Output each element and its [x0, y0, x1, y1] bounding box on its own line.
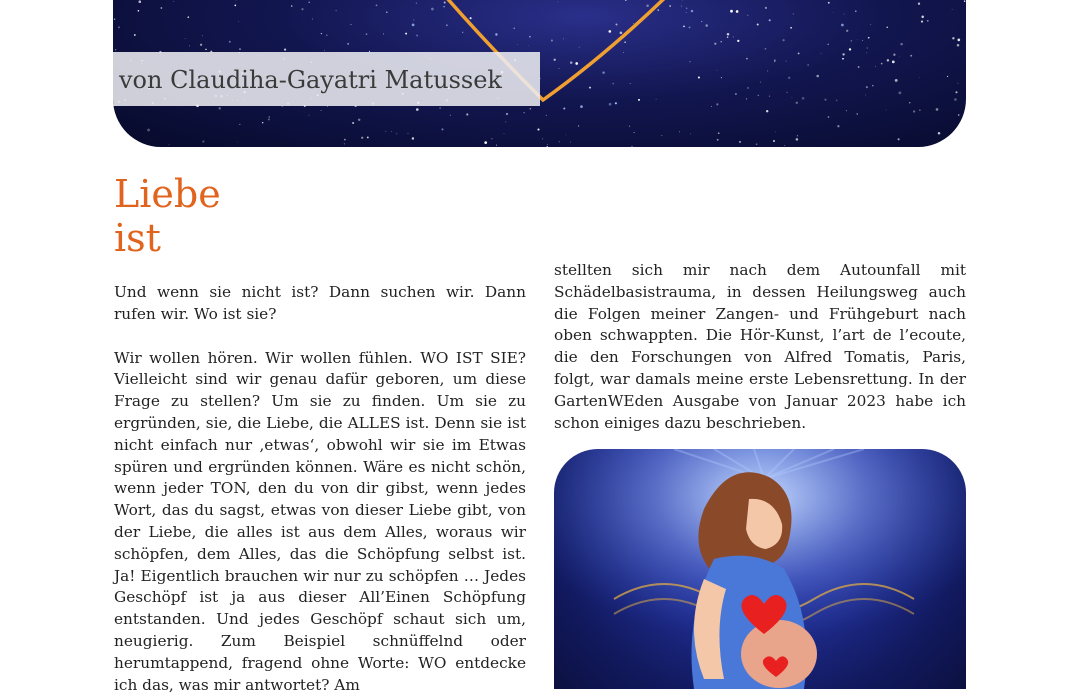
hero-image [113, 0, 966, 147]
star [504, 133, 505, 134]
pregnant-woman-illustration [554, 449, 966, 689]
star [269, 116, 270, 117]
star [161, 7, 163, 9]
star [870, 24, 871, 25]
star [344, 139, 346, 141]
byline-box [113, 52, 540, 106]
star [957, 39, 960, 42]
article-title [114, 172, 221, 260]
star [737, 40, 739, 42]
star [412, 137, 414, 139]
star [386, 11, 388, 13]
star [690, 133, 691, 134]
star [955, 91, 957, 93]
star [747, 15, 748, 16]
star [718, 132, 720, 134]
star [766, 110, 768, 112]
star [239, 124, 240, 125]
star [816, 75, 819, 78]
star [185, 38, 186, 39]
star [202, 35, 203, 36]
star [496, 145, 497, 146]
star [746, 58, 748, 60]
star [796, 138, 799, 141]
star [169, 144, 170, 145]
star [851, 40, 852, 41]
star [383, 33, 384, 34]
star [846, 30, 848, 32]
star [118, 26, 120, 28]
left-column [114, 282, 526, 696]
star [793, 13, 794, 14]
star [450, 115, 451, 116]
title-line-2: ist [114, 216, 221, 260]
star [312, 19, 313, 20]
star [893, 54, 895, 56]
star [886, 27, 887, 28]
star [802, 97, 805, 100]
star [957, 83, 958, 84]
star [205, 49, 207, 51]
star [291, 5, 293, 7]
star [892, 61, 895, 64]
star [918, 3, 920, 5]
star [792, 97, 793, 98]
star [921, 21, 923, 23]
star [900, 43, 903, 46]
star [769, 96, 770, 97]
star [865, 95, 866, 96]
star [352, 122, 354, 124]
star [866, 53, 867, 54]
star [952, 9, 953, 10]
star [376, 5, 378, 7]
star [537, 128, 539, 130]
star [833, 12, 834, 13]
paragraph-continued: stellten sich mir nach dem Autounfall mit Schädelbasistrauma, in dessen Heilungsweg auch die Folgen meiner Zangen- und Frühgeburt nach oben schwappten. Die Hör-Kunst, l’art de l’ecoute, die den Forschungen von Alfred Tomatis, Paris, folgt, war damals meine erste Lebensrettung. In der GartenWEden Ausgabe von Januar 2023 habe ich schon einiges dazu beschrieben. [554, 260, 966, 434]
star [775, 132, 776, 133]
star [367, 136, 369, 138]
star [441, 128, 443, 130]
star [736, 10, 739, 13]
star [765, 7, 767, 9]
star [909, 102, 910, 103]
star [919, 77, 920, 78]
star [358, 119, 360, 121]
star [566, 135, 567, 136]
star [765, 48, 767, 50]
star [326, 34, 328, 36]
star [570, 142, 571, 143]
star [173, 1, 174, 2]
star [634, 132, 635, 133]
star [824, 99, 826, 101]
star [524, 112, 525, 113]
star [807, 64, 808, 65]
star [631, 146, 633, 147]
star [234, 5, 236, 7]
star [760, 82, 761, 83]
star [828, 116, 830, 118]
star [735, 93, 737, 95]
title-line-1: Liebe [114, 172, 221, 216]
star [491, 138, 492, 139]
right-column [554, 260, 966, 434]
star [347, 43, 349, 45]
star [238, 21, 239, 22]
star [361, 137, 363, 139]
star [958, 114, 960, 116]
star [899, 56, 900, 57]
star [964, 0, 966, 2]
star [899, 92, 902, 95]
star [898, 138, 900, 140]
star [747, 87, 748, 88]
star [867, 47, 868, 48]
star [921, 16, 924, 19]
star [821, 53, 822, 54]
star [321, 110, 322, 111]
star [739, 141, 741, 143]
star [717, 139, 719, 141]
star [862, 40, 863, 41]
star [542, 138, 543, 139]
star [505, 121, 506, 122]
star [841, 24, 844, 27]
star [842, 53, 844, 55]
star [757, 24, 759, 26]
star [321, 33, 322, 34]
star [775, 59, 776, 60]
star [769, 19, 771, 21]
star [886, 109, 887, 110]
star [797, 135, 798, 136]
star [927, 20, 929, 22]
star [938, 132, 941, 135]
star [546, 115, 547, 116]
star [868, 37, 870, 39]
star [662, 135, 663, 136]
star [746, 98, 747, 99]
star [629, 126, 630, 127]
star [408, 133, 409, 134]
star [842, 58, 844, 60]
star [366, 33, 368, 35]
star [466, 113, 468, 115]
star [578, 125, 579, 126]
star [200, 44, 202, 46]
star [284, 48, 286, 50]
star [547, 146, 548, 147]
star [774, 60, 775, 61]
star [954, 98, 957, 101]
star [788, 77, 790, 79]
star [846, 110, 847, 111]
star [881, 63, 883, 65]
star [115, 49, 116, 50]
star [350, 24, 351, 25]
star [947, 76, 948, 77]
star [786, 61, 787, 62]
star [857, 39, 858, 40]
star [405, 33, 407, 35]
star [391, 131, 392, 132]
star [827, 44, 829, 46]
star [202, 140, 204, 142]
star [679, 131, 680, 132]
star [866, 86, 868, 88]
star [872, 85, 873, 86]
star [837, 125, 839, 127]
star [836, 99, 838, 101]
star [309, 115, 310, 116]
star [952, 37, 954, 39]
author-byline: von Claudiha-Gayatri Matussek [119, 66, 502, 94]
star [268, 118, 270, 120]
star [786, 92, 787, 93]
star [396, 133, 397, 134]
star [301, 8, 303, 10]
star [239, 48, 241, 50]
star [139, 0, 142, 3]
star [237, 142, 238, 143]
star [844, 14, 845, 15]
star [344, 143, 345, 144]
star [910, 55, 912, 57]
star [895, 79, 898, 82]
star [828, 2, 830, 4]
star [218, 107, 221, 110]
star [784, 145, 785, 146]
star [783, 39, 785, 41]
star [875, 66, 876, 67]
star [134, 34, 136, 36]
star [308, 2, 310, 4]
star [855, 10, 856, 11]
star [559, 141, 560, 142]
star [262, 122, 263, 123]
star [858, 66, 860, 68]
star [887, 59, 889, 61]
star [506, 113, 508, 115]
star [913, 110, 915, 112]
illustration-art [554, 449, 966, 689]
star [773, 140, 775, 142]
star [147, 129, 150, 132]
star [138, 10, 140, 12]
star [484, 141, 487, 144]
star [849, 48, 851, 50]
star [856, 113, 857, 114]
star [798, 52, 800, 54]
star [385, 131, 386, 132]
star [547, 144, 548, 145]
star [790, 27, 792, 29]
star [758, 95, 759, 96]
star [936, 108, 939, 111]
star [129, 146, 130, 147]
star [957, 44, 960, 47]
star [796, 102, 798, 104]
star [188, 16, 190, 18]
paragraph-1: Und wenn sie nicht ist? Dann suchen wir. Dann rufen wir. Wo ist sie? [114, 282, 526, 326]
star [756, 143, 758, 145]
star [229, 41, 231, 43]
star [919, 109, 921, 111]
star [767, 70, 768, 71]
star [114, 18, 115, 19]
paragraph-2: Wir wollen hören. Wir wollen fühlen. WO IST SIE? Vielleicht sind wir genau dafür geboren, um diese Frage zu stellen? Um sie zu finden. Um sie zu ergründen, sie, die Liebe, die ALLES ist. Denn sie ist nicht einfach nur ‚etwas‘, obwohl wir sie im Etwas spüren und ergründen können. Wäre es nicht schön, wenn jeder TON, den du von dir gibst, wenn jedes Wort, das du sagst, etwas von dieser Liebe gibt, von der Liebe, die alles ist aus dem Alles, woraus wir schöpfen, dem Alles, das die Schöpfung selbst ist. Ja! Eigentlich brauchen wir nur zu schöpfen … Jedes Geschöpf ist ja aus dieser All’Einen Schöpfung entstanden. Und jedes Geschöpf schaut sich um, neugierig. Zum Beispiel schnüffelnd oder herumtappend, fragend ohne Worte: WO entdecke ich das, was mir antwortet? Am [114, 348, 526, 696]
star [336, 10, 337, 11]
star [189, 45, 190, 46]
star [324, 50, 325, 51]
